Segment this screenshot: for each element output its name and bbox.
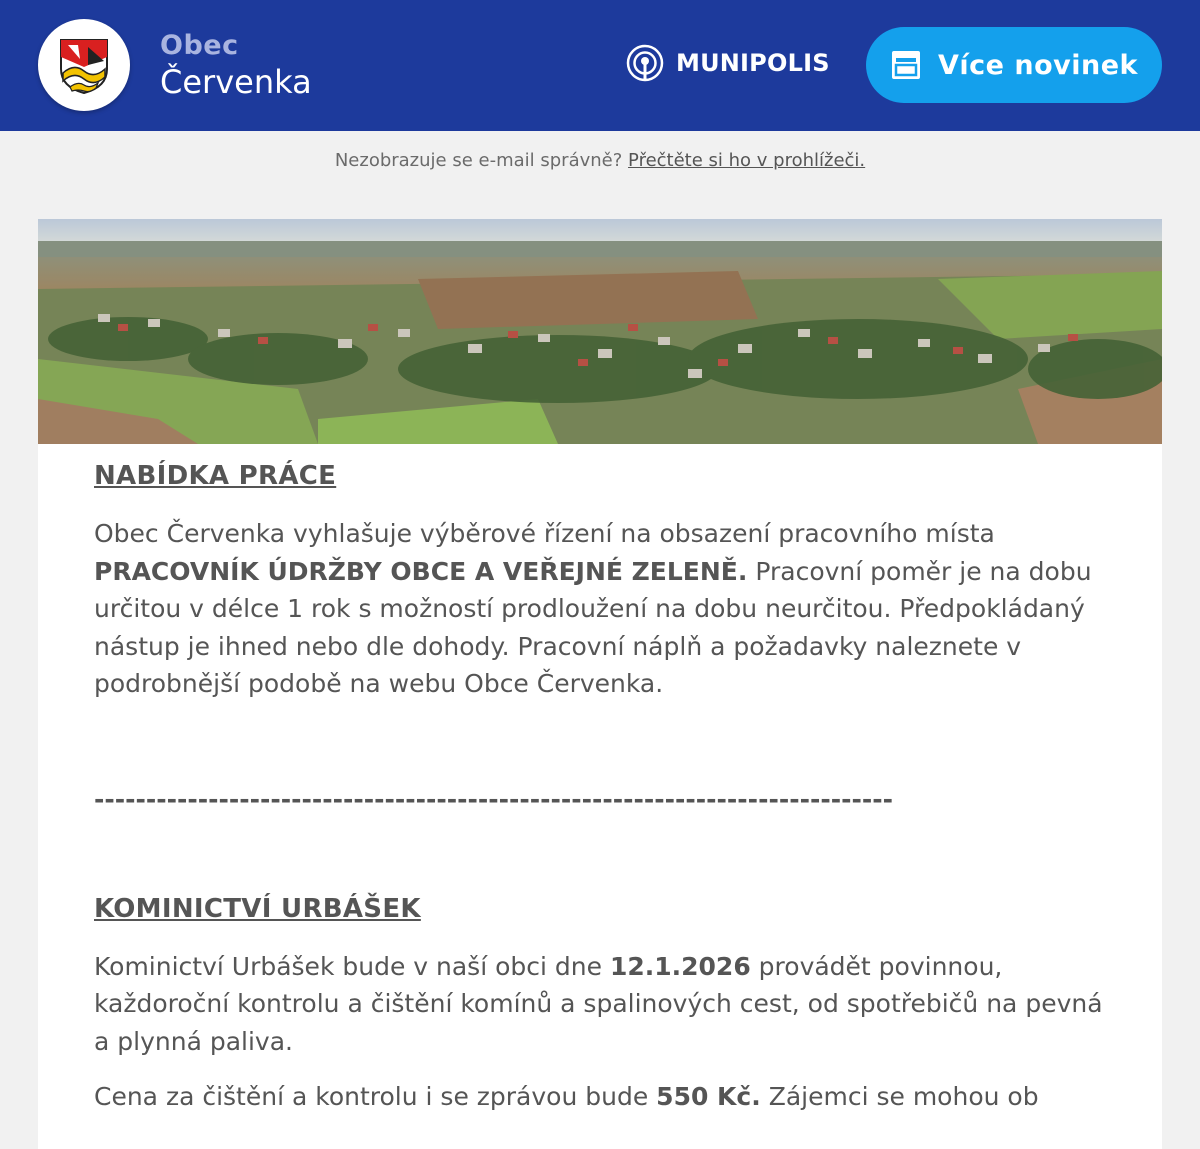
article-text: Obec Červenka vyhlašuje výběrové řízení na obsazení pracovního místa	[94, 519, 995, 548]
town-logo[interactable]	[38, 19, 130, 111]
munipolis-brand[interactable]	[626, 44, 830, 82]
article-paragraph	[94, 515, 1104, 703]
newsletter-card	[38, 219, 1162, 1149]
hero-aerial-photo	[38, 219, 1162, 444]
preheader-text: Nezobrazuje se e-mail správně?	[334, 150, 623, 171]
more-news-label: Více novinek	[938, 49, 1138, 81]
article-title: KOMINICTVÍ URBÁŠEK	[94, 893, 421, 924]
email-header	[0, 0, 1200, 131]
article-paragraph	[94, 1078, 1104, 1116]
article-text: Pracovní poměr je na dobu určitou v délce 1 rok s možností prodloužení na dobu neurčitou. Předpokládaný nástup je ihned nebo dle dohody. Pracovní náplň a požadavky naleznete v podrobnější podobě na webu Obce Červenka.	[94, 556, 1092, 698]
article-text: provádět povinnou, každoroční kontrolu a čištění komínů a spalinových cest, od spotřebičů na pevná a plynná paliva.	[94, 951, 1103, 1056]
article-paragraph	[94, 948, 1104, 1061]
town-name: Červenka	[160, 63, 312, 101]
coat-of-arms-icon	[58, 37, 110, 95]
broadcast-icon	[626, 44, 664, 82]
newspaper-icon	[890, 49, 922, 81]
section-separator: -----------------------------------------------------------------------------	[94, 784, 893, 814]
article-emphasis: PRACOVNÍK ÚDRŽBY OBCE A VEŘEJNÉ ZELENĚ.	[94, 556, 748, 586]
article-text: Zájemci se mohou ob	[768, 1082, 1039, 1111]
article-emphasis: 550 Kč.	[656, 1082, 761, 1111]
article-emphasis: 12.1.2026	[609, 951, 751, 981]
article-title: NABÍDKA PRÁCE	[94, 461, 337, 491]
article-text: Cena za čištění a kontrolu i se zprávou bude	[94, 1082, 649, 1111]
logo-label: Obec	[160, 30, 239, 61]
brand-name: MUNIPOLIS	[676, 49, 830, 77]
preheader	[0, 150, 1200, 171]
article-text: Kominictví Urbášek bude v naší obci dne	[94, 951, 602, 981]
newsletter-content	[94, 461, 1104, 1116]
more-news-button[interactable]	[866, 27, 1162, 103]
view-in-browser-link[interactable]: Přečtěte si ho v prohlížeči.	[628, 150, 866, 171]
